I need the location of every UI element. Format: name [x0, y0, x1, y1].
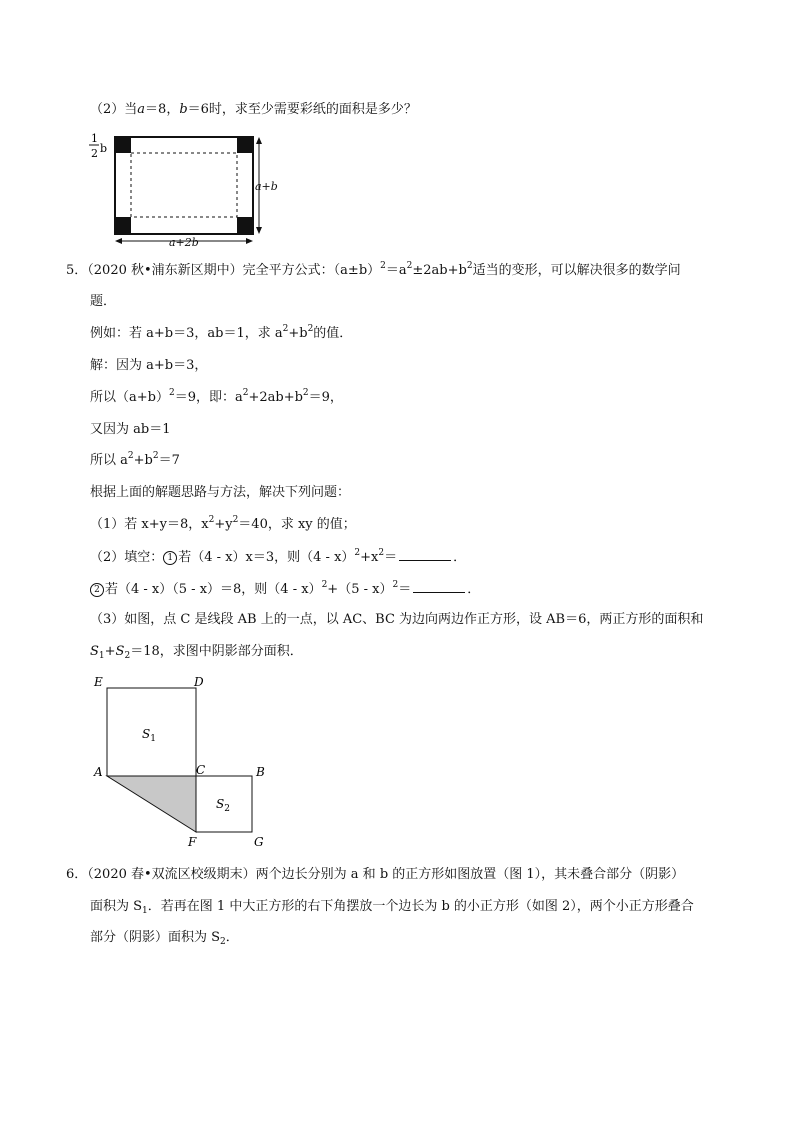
fig2-label-S1: $S_1$	[142, 727, 156, 744]
q5-also: 又因为 ab＝1	[90, 422, 171, 437]
fig1-half-den: 2	[91, 147, 98, 160]
answer-blank-1[interactable]	[399, 548, 451, 561]
q5-intro: 根据上面的解题思路与方法，解决下列问题：	[90, 485, 351, 500]
q5-part2-b: 2 若（4 - x）（5 - x）＝8，则（4 - x）$^2$+（5 - x）$^2$＝ ．	[90, 580, 480, 599]
fig2-label-F: F	[188, 835, 197, 849]
fig1-outer-rect	[115, 137, 253, 234]
q5-part2-a: （2）填空： 1 若（4 - x）x＝3，则$(4 - x)^2+x^2=$ ．	[90, 548, 467, 565]
fig1-corner-bl	[115, 217, 131, 234]
figure-two-squares	[90, 672, 280, 852]
figure-colored-paper-rectangle	[85, 128, 285, 248]
fig2-label-B: B	[256, 765, 265, 779]
fig2-shaded-triangle	[107, 776, 196, 832]
fig2-label-C: C	[196, 763, 206, 777]
fig1-half-b: b	[100, 142, 108, 155]
q6-line3: 部分（阴影）面积为 $S_2$．	[90, 930, 239, 947]
fig2-label-G: G	[254, 835, 264, 849]
q5-so1: 所以$(a+b)^2=9$，即：$a^2+2ab+b^2=9$，	[90, 388, 343, 405]
fig1-corner-tl	[115, 137, 131, 153]
fig2-label-E: E	[94, 675, 103, 689]
fig1-bottom-label: a+2b	[169, 236, 199, 248]
q5-part3-b: $S_1+S_2=18$，求图中阴影部分面积．	[90, 644, 303, 661]
circled-number-1: 1	[163, 551, 177, 565]
q5-line1: 5．（2020 秋•浦东新区期中）完全平方公式：$(a\pm b)^2=a^2\pm 2ab+b^2$适当的变形，可以解决很多的数学问	[66, 261, 681, 278]
fig2-square-s1	[107, 688, 196, 776]
q5-so2: 所以 $a^2+b^2=7$	[90, 451, 180, 468]
fig2-label-D: D	[194, 675, 204, 689]
q5-part1: （1）若 x+y＝8，$x^2+y^2=40$，求 xy 的值；	[90, 515, 356, 532]
circled-number-2: 2	[90, 583, 104, 597]
q5-example: 例如：若 a+b＝3，ab＝1，求 $a^2+b^2$的值．	[90, 324, 353, 341]
q6-line2: 面积为 $S_1$．若再在图 1 中大正方形的右下角摆放一个边长为 b 的小正方形（如图 2），两个小正方形叠合	[90, 899, 694, 916]
answer-blank-2[interactable]	[413, 580, 465, 593]
fig1-corner-br	[237, 217, 253, 234]
fig2-label-A: A	[94, 765, 103, 779]
fig1-inner-dashed	[131, 153, 237, 217]
q5-solution: 解：因为 a+b＝3，	[90, 358, 208, 373]
fig2-label-S2: $S_2$	[216, 797, 230, 814]
q5-part3-a: （3）如图，点 C 是线段 AB 上的一点，以 AC、BC 为边向两边作正方形，设 AB＝6，两正方形的面积和	[90, 612, 704, 627]
fig1-half-num: 1	[91, 132, 98, 145]
q4-part2-text: （2）当a＝8，b＝6时，求至少需要彩纸的面积是多少？	[90, 102, 417, 117]
fig1-right-label: a+b	[255, 180, 278, 193]
fig1-corner-tr	[237, 137, 253, 153]
q6-line1: 6．（2020 春•双流区校级期末）两个边长分别为 a 和 b 的正方形如图放置（图 1），其未叠合部分（阴影）	[66, 867, 685, 882]
q5-line2: 题．	[90, 294, 117, 309]
